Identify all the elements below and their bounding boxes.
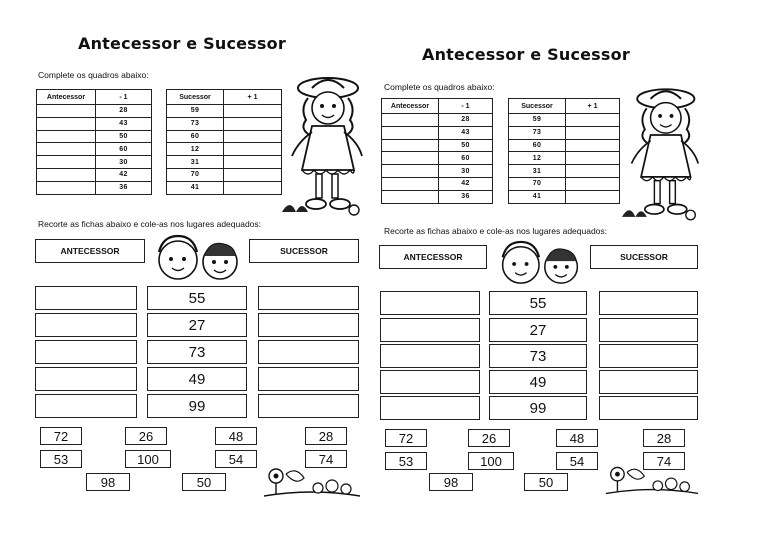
table-cell-value: 73 (167, 117, 224, 130)
answer-cell[interactable] (382, 165, 439, 178)
answer-box-antecessor[interactable] (380, 291, 480, 315)
header-antecessor: Antecessor (37, 90, 96, 105)
table-cell-value: 60 (96, 143, 152, 156)
table-cell-value: 36 (96, 181, 152, 194)
answer-cell[interactable] (382, 177, 439, 190)
number-chip[interactable]: 50 (182, 473, 226, 491)
number-chip[interactable]: 50 (524, 473, 568, 491)
answer-cell[interactable] (37, 105, 96, 118)
answer-cell[interactable] (37, 130, 96, 143)
answer-cell[interactable] (566, 114, 620, 127)
number-chip[interactable]: 100 (125, 450, 171, 468)
number-chip[interactable]: 26 (125, 427, 167, 445)
middle-number: 49 (489, 370, 587, 394)
header-minus-one: - 1 (96, 90, 152, 105)
table-cell-value: 30 (96, 156, 152, 169)
number-chip[interactable]: 98 (429, 473, 473, 491)
answer-cell[interactable] (566, 139, 620, 152)
answer-box-sucessor[interactable] (258, 394, 359, 418)
answer-cell[interactable] (224, 117, 282, 130)
number-chip[interactable]: 53 (385, 452, 427, 470)
table-cell-value: 59 (167, 105, 224, 118)
answer-box-sucessor[interactable] (599, 291, 698, 315)
answer-cell[interactable] (224, 168, 282, 181)
header-sucessor: Sucessor (167, 90, 224, 105)
number-chip[interactable]: 26 (468, 429, 510, 447)
table-cell-value: 12 (167, 143, 224, 156)
table-cell-value: 50 (439, 139, 493, 152)
answer-box-antecessor[interactable] (380, 344, 480, 368)
flowers-illustration (262, 464, 362, 498)
answer-cell[interactable] (224, 143, 282, 156)
middle-number: 73 (147, 340, 247, 364)
number-chip[interactable]: 28 (305, 427, 347, 445)
table-cell-value: 70 (167, 168, 224, 181)
girl-with-hat-illustration (622, 84, 702, 226)
answer-cell[interactable] (224, 181, 282, 194)
number-chip[interactable]: 48 (215, 427, 257, 445)
answer-cell[interactable] (224, 156, 282, 169)
number-chip[interactable]: 54 (556, 452, 598, 470)
table-sucessor (508, 98, 620, 204)
table-cell-value: 28 (96, 105, 152, 118)
answer-box-sucessor[interactable] (599, 396, 698, 420)
answer-box-antecessor[interactable] (380, 396, 480, 420)
header-plus-one: + 1 (224, 90, 282, 105)
answer-cell[interactable] (566, 126, 620, 139)
answer-cell[interactable] (37, 143, 96, 156)
table-cell-value: 12 (509, 152, 566, 165)
answer-cell[interactable] (382, 114, 439, 127)
answer-cell[interactable] (382, 152, 439, 165)
table-sucessor (166, 89, 282, 195)
answer-cell[interactable] (382, 190, 439, 203)
answer-box-sucessor[interactable] (258, 367, 359, 391)
answer-cell[interactable] (566, 190, 620, 203)
table-cell-value: 73 (509, 126, 566, 139)
middle-number: 27 (489, 318, 587, 342)
table-antecessor (36, 89, 152, 195)
table-cell-value: 41 (509, 190, 566, 203)
number-chip[interactable]: 54 (215, 450, 257, 468)
header-sucessor: Sucessor (509, 99, 566, 114)
table-cell-value: 42 (439, 177, 493, 190)
flowers-illustration (604, 462, 700, 496)
instruction-complete: Complete os quadros abaixo: (384, 82, 495, 92)
instruction-cut: Recorte as fichas abaixo e cole-as nos lugares adequados: (384, 226, 608, 236)
label-antecessor: ANTECESSOR (379, 245, 487, 269)
table-cell-value: 60 (167, 130, 224, 143)
answer-cell[interactable] (224, 105, 282, 118)
answer-cell[interactable] (382, 126, 439, 139)
table-cell-value: 36 (439, 190, 493, 203)
answer-box-sucessor[interactable] (258, 313, 359, 337)
number-chip[interactable]: 72 (40, 427, 82, 445)
header-minus-one: - 1 (439, 99, 493, 114)
answer-cell[interactable] (566, 177, 620, 190)
middle-number: 55 (489, 291, 587, 315)
header-antecessor: Antecessor (382, 99, 439, 114)
table-cell-value: 43 (96, 117, 152, 130)
number-chip[interactable]: 72 (385, 429, 427, 447)
answer-box-antecessor[interactable] (35, 340, 137, 364)
girl-and-boy-faces-illustration (494, 238, 586, 290)
number-chip[interactable]: 98 (86, 473, 130, 491)
table-cell-value: 31 (167, 156, 224, 169)
table-cell-value: 50 (96, 130, 152, 143)
number-chip[interactable]: 28 (643, 429, 685, 447)
number-chip[interactable]: 53 (40, 450, 82, 468)
answer-cell[interactable] (566, 165, 620, 178)
answer-cell[interactable] (224, 130, 282, 143)
answer-box-antecessor[interactable] (35, 286, 137, 310)
answer-cell[interactable] (37, 181, 96, 194)
number-chip[interactable]: 74 (305, 450, 347, 468)
middle-number: 55 (147, 286, 247, 310)
middle-number: 99 (147, 394, 247, 418)
girl-with-hat-illustration (282, 74, 366, 220)
girl-and-boy-faces-illustration (150, 232, 246, 286)
table-cell-value: 42 (96, 168, 152, 181)
number-chip[interactable]: 48 (556, 429, 598, 447)
answer-cell[interactable] (37, 168, 96, 181)
table-cell-value: 31 (509, 165, 566, 178)
table-cell-value: 60 (509, 139, 566, 152)
answer-box-antecessor[interactable] (35, 313, 137, 337)
instruction-complete: Complete os quadros abaixo: (38, 70, 149, 80)
number-chip[interactable]: 74 (643, 452, 685, 470)
header-plus-one: + 1 (566, 99, 620, 114)
table-cell-value: 41 (167, 181, 224, 194)
page-title: Antecessor e Sucessor (422, 45, 630, 64)
answer-cell[interactable] (37, 117, 96, 130)
answer-box-antecessor[interactable] (380, 318, 480, 342)
answer-box-sucessor[interactable] (599, 370, 698, 394)
answer-box-antecessor[interactable] (35, 367, 137, 391)
answer-box-antecessor[interactable] (35, 394, 137, 418)
table-cell-value: 70 (509, 177, 566, 190)
table-cell-value: 30 (439, 165, 493, 178)
answer-cell[interactable] (37, 156, 96, 169)
answer-box-sucessor[interactable] (258, 286, 359, 310)
table-antecessor (381, 98, 493, 204)
middle-number: 73 (489, 344, 587, 368)
table-cell-value: 43 (439, 126, 493, 139)
label-antecessor: ANTECESSOR (35, 239, 145, 263)
label-sucessor: SUCESSOR (249, 239, 359, 263)
table-cell-value: 60 (439, 152, 493, 165)
worksheet-right (384, 0, 768, 543)
number-chip[interactable]: 100 (468, 452, 514, 470)
middle-number: 49 (147, 367, 247, 391)
middle-number: 99 (489, 396, 587, 420)
label-sucessor: SUCESSOR (590, 245, 698, 269)
middle-number: 27 (147, 313, 247, 337)
answer-box-antecessor[interactable] (380, 370, 480, 394)
table-cell-value: 28 (439, 114, 493, 127)
answer-box-sucessor[interactable] (599, 344, 698, 368)
instruction-cut: Recorte as fichas abaixo e cole-as nos lugares adequados: (38, 219, 262, 229)
answer-box-sucessor[interactable] (258, 340, 359, 364)
table-cell-value: 59 (509, 114, 566, 127)
page-title: Antecessor e Sucessor (78, 34, 286, 53)
answer-box-sucessor[interactable] (599, 318, 698, 342)
answer-cell[interactable] (566, 152, 620, 165)
answer-cell[interactable] (382, 139, 439, 152)
